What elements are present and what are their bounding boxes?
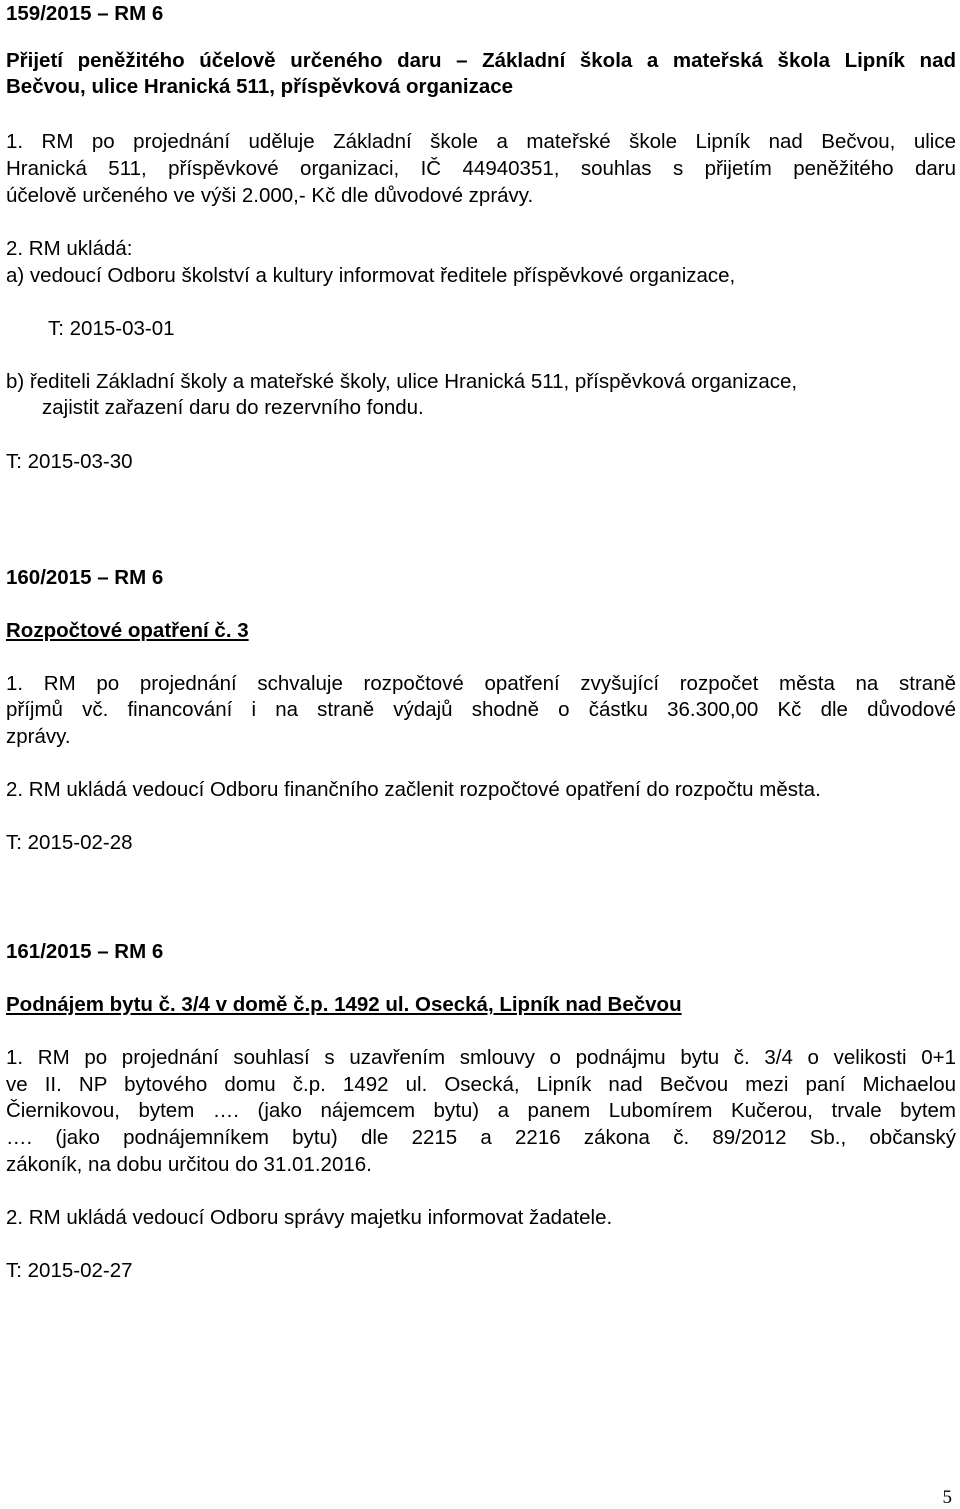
paragraph: 2. RM ukládá vedoucí Odboru finančního začlenit rozpočtové opatření do rozpočtu města.: [6, 778, 821, 801]
paragraph-line: ve II. NP bytového domu č.p. 1492 ul. Osecká, Lipník nad Bečvou mezi paní Michaelou: [6, 1073, 956, 1096]
paragraph-line: účelově určeného ve výši 2.000,- Kč dle důvodové zprávy.: [6, 184, 534, 207]
page-number: 5: [942, 1487, 952, 1508]
paragraph-intro: 2. RM ukládá:: [6, 237, 133, 260]
task-item: b) řediteli Základní školy a mateřské školy, ulice Hranická 511, příspěvková organizace,: [6, 370, 798, 393]
paragraph-line: 1. RM po projednání souhlasí s uzavřením smlouvy o podnájmu bytu č. 3/4 o velikosti 0+1: [6, 1046, 956, 1069]
paragraph-line: Hranická 511, příspěvkové organizaci, IČ 44940351, souhlas s přijetím peněžitého daru: [6, 157, 956, 180]
paragraph-line: příjmů vč. financování i na straně výdajů shodně o částku 36.300,00 Kč dle důvodové: [6, 698, 956, 721]
resolution-title-line: Bečvou, ulice Hranická 511, příspěvková organizace: [6, 75, 514, 98]
document-page: [6, 0, 956, 1509]
resolution-number: 159/2015 – RM 6: [6, 2, 164, 25]
paragraph-line: Čiernikovou, bytem …. (jako nájemcem bytu) a panem Lubomírem Kučerou, trvale bytem: [6, 1099, 956, 1122]
paragraph-line: …. (jako podnájemníkem bytu) dle 2215 a 2216 zákona č. 89/2012 Sb., občanský: [6, 1126, 956, 1149]
resolution-title: Podnájem bytu č. 3/4 v domě č.p. 1492 ul. Osecká, Lipník nad Bečvou: [6, 993, 682, 1016]
term-date: T: 2015-03-30: [6, 450, 133, 473]
resolution-number: 161/2015 – RM 6: [6, 940, 164, 963]
resolution-number: 160/2015 – RM 6: [6, 566, 164, 589]
resolution-title: Rozpočtové opatření č. 3: [6, 619, 249, 642]
resolution-title-line: Přijetí peněžitého účelově určeného daru – Základní škola a mateřská škola Lipník nad: [6, 49, 956, 72]
task-item: a) vedoucí Odboru školství a kultury informovat ředitele příspěvkové organizace,: [6, 264, 736, 287]
paragraph-line: 1. RM po projednání schvaluje rozpočtové opatření zvyšující rozpočet města na straně: [6, 672, 956, 695]
paragraph-line: zákoník, na dobu určitou do 31.01.2016.: [6, 1153, 372, 1176]
paragraph-line: zprávy.: [6, 725, 71, 748]
term-date: T: 2015-02-27: [6, 1259, 133, 1282]
task-item-continuation: zajistit zařazení daru do rezervního fondu.: [42, 396, 424, 419]
paragraph-line: 1. RM po projednání uděluje Základní škole a mateřské škole Lipník nad Bečvou, ulice: [6, 130, 956, 153]
term-date: T: 2015-03-01: [48, 317, 175, 340]
term-date: T: 2015-02-28: [6, 831, 133, 854]
paragraph: 2. RM ukládá vedoucí Odboru správy majetku informovat žadatele.: [6, 1206, 613, 1229]
